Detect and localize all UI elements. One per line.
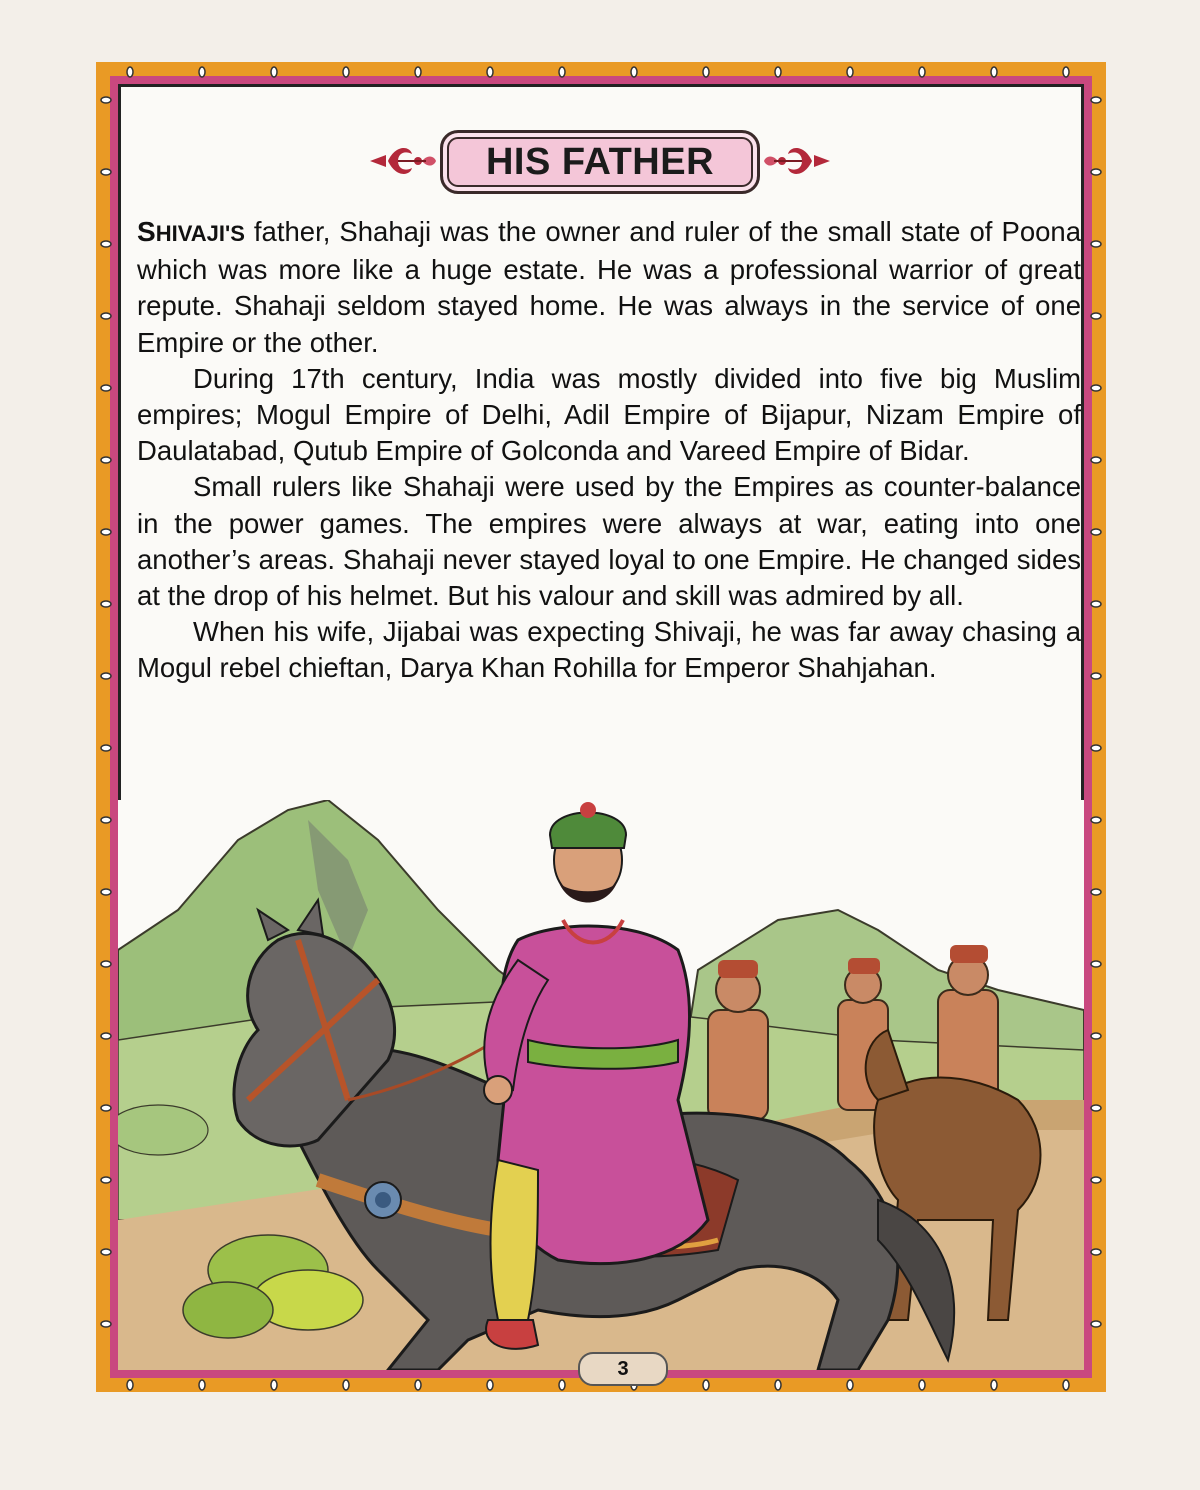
story-text	[137, 214, 1081, 687]
paragraph-4: When his wife, Jijabai was expecting Shivaji, he was far away chasing a Mogul rebel chieftan, Darya Khan Rohilla for Emperor Shahjahan.	[137, 616, 1081, 684]
title-banner	[368, 126, 832, 204]
title-box	[440, 130, 760, 194]
fleur-de-lis-ornament-icon	[762, 136, 832, 186]
page-number: 3	[578, 1352, 668, 1386]
page-title: HIS FATHER	[485, 140, 715, 183]
paragraph-3: Small rulers like Shahaji were used by the Empires as counter-balance in the power games. The empires were always at war, eating into one another’s areas. Shahaji never stayed loyal to one Empire. He changed sides at the drop of his helmet. But his valour and skill was admired by all.	[137, 471, 1081, 612]
lead-capital: S	[137, 216, 156, 247]
paragraph-2: During 17th century, India was mostly divided into five big Muslim empires; Mogul Empire of Delhi, Adil Empire of Bijapur, Nizam Empire of Daulatabad, Qutub Empire of Golconda and Vareed Empire of Bidar.	[137, 362, 1081, 467]
paragraph-1	[137, 214, 1081, 361]
lead-smallcaps: HIVAJI'S	[155, 221, 245, 246]
fleur-de-lis-ornament-icon	[368, 136, 438, 186]
paragraph-1-text: father, Shahaji was the owner and ruler of the small state of Poona which was more like a huge estate. He was a professional warrior of great repute. Shahaji seldom stayed home. He was always in the service of one Empire or the other.	[137, 216, 1081, 358]
shahaji-on-horse-illustration	[118, 800, 1084, 1370]
